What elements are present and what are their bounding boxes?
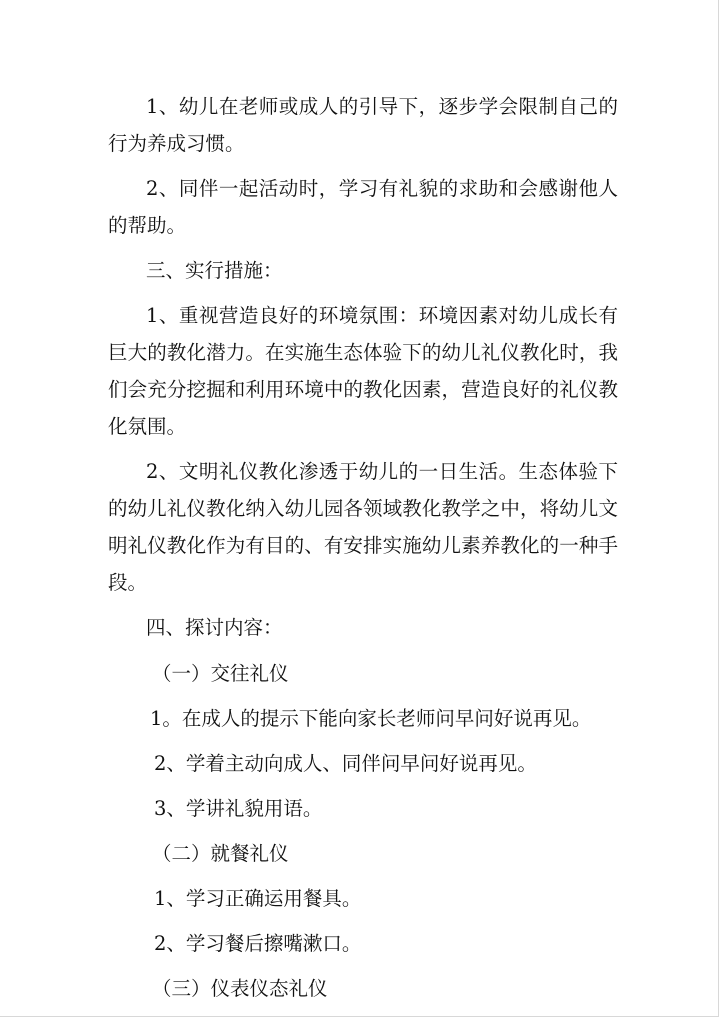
- paragraph-measure-1: 1、重视营造良好的环境氛围：环境因素对幼儿成长有巨大的教化潜力。在实施生态体验下的幼儿礼仪教化时，我们会充分挖掘和利用环境中的教化因素，营造良好的礼仪教化氛围。: [108, 304, 618, 438]
- list-item-dining-2: 2、学习餐后擦嘴漱口。: [154, 932, 362, 955]
- list-item-dining-1: 1、学习正确运用餐具。: [154, 887, 362, 910]
- list-item-social-2: 2、学着主动向成人、同伴问早问好说再见。: [154, 752, 537, 775]
- subsection-heading-social: （一）交往礼仪: [152, 662, 289, 685]
- section-heading-measures: 三、实行措施：: [146, 259, 283, 282]
- paragraph-goal-2: 2、同伴一起活动时，学习有礼貌的求助和会感谢他人的帮助。: [108, 177, 618, 237]
- subsection-heading-dining: （二）就餐礼仪: [152, 842, 289, 865]
- list-item-social-3: 3、学讲礼貌用语。: [154, 797, 323, 820]
- section-heading-content: 四、探讨内容：: [146, 616, 283, 639]
- document-body: [108, 88, 618, 1007]
- subsection-heading-appearance: （三）仪表仪态礼仪: [152, 977, 328, 1000]
- list-item-social-1: 1。在成人的提示下能向家长老师问早问好说再见。: [150, 707, 592, 730]
- paragraph-goal-1: 1、幼儿在老师或成人的引导下，逐步学会限制自己的行为养成习惯。: [108, 95, 618, 155]
- paragraph-measure-2: 2、文明礼仪教化渗透于幼儿的一日生活。生态体验下的幼儿礼仪教化纳入幼儿园各领域教化教学之中，将幼儿文明礼仪教化作为有目的、有安排实施幼儿素养教化的一种手段。: [108, 460, 618, 594]
